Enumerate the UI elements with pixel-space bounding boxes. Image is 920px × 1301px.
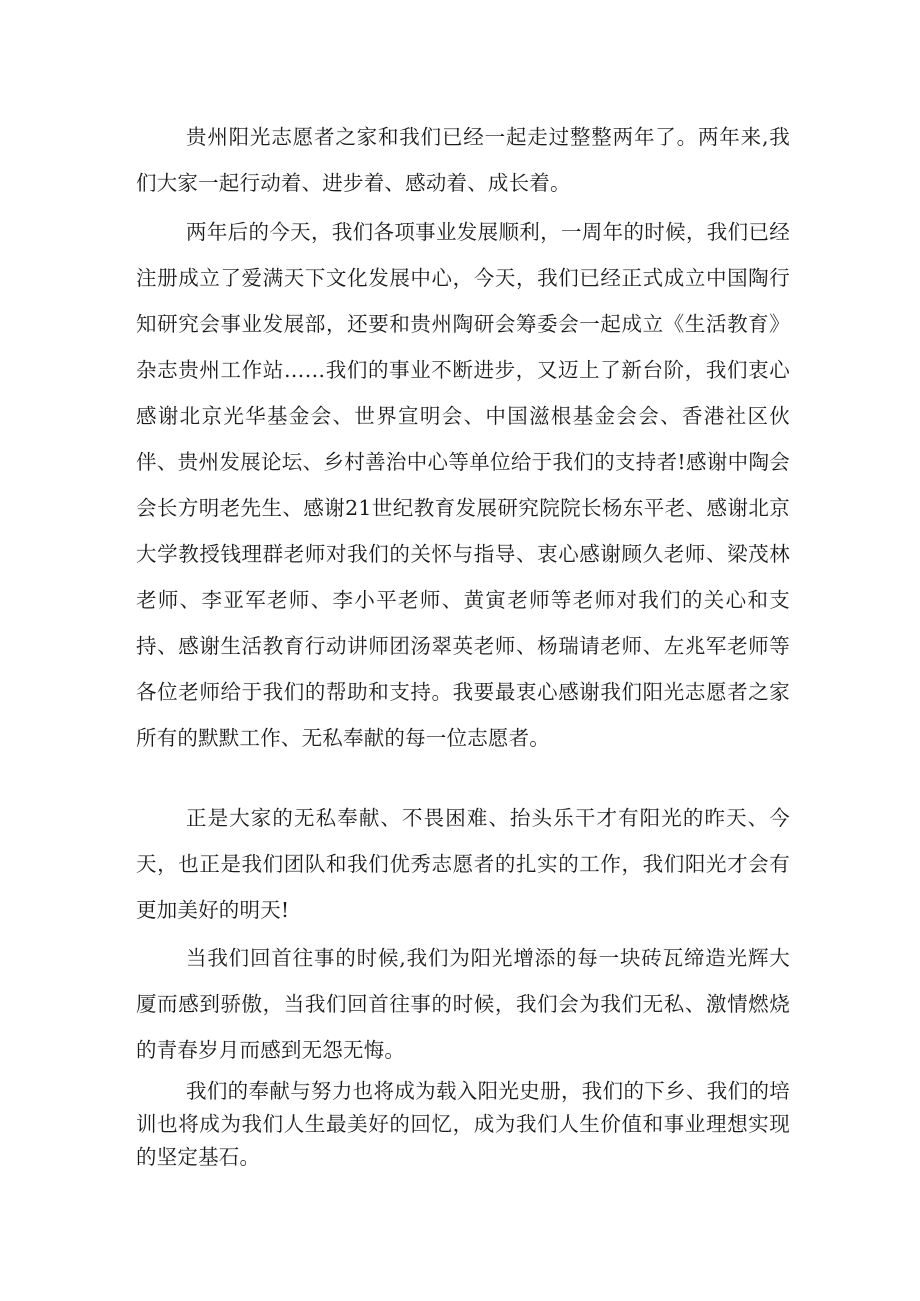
paragraph-5: 我们的奉献与努力也将成为载入阳光史册，我们的下乡、我们的培训也将成为我们人生最美好的回忆，成为我们人生价值和事业理想实现的坚定基石。 [136,1079,790,1169]
paragraph-2: 两年后的今天，我们各项事业发展顺利，一周年的时候，我们已经注册成立了爱满天下文化发展中心，今天，我们已经正式成立中国陶行知研究会事业发展部，还要和贵州陶研会筹委会一起成立《生活教育》杂志贵州工作站……我们的事业不断进步，又迈上了新台阶，我们衷心感谢北京光华基金会、世界宣明会、中国滋根基金会会、香港社区伙伴、贵州发展论坛、乡村善治中心等单位给于我们的支持者!感谢中陶会会长方明老先生、感谢21世纪教育发展研究院院长杨东平老、感谢北京大学教授钱理群老师对我们的关怀与指导、衷心感谢顾久老师、梁茂林老师、李亚军老师、李小平老师、黄寅老师等老师对我们的关心和支持、感谢生活教育行动讲师团汤翠英老师、杨瑞请老师、左兆军老师等各位老师给于我们的帮助和支持。我要最衷心感谢我们阳光志愿者之家所有的默默工作、无私奉献的每一位志愿者。 [136,220,790,750]
paragraph-1: 贵州阳光志愿者之家和我们已经一起走过整整两年了。两年来,我们大家一起行动着、进步着、感动着、成长着。 [136,125,790,195]
paragraph-4: 当我们回首往事的时候,我们为阳光增添的每一块砖瓦缔造光辉大厦而感到骄傲，当我们回首往事的时候，我们会为我们无私、激情燃烧的青春岁月而感到无怨无悔。 [136,946,790,1062]
paragraph-3: 正是大家的无私奉献、不畏困难、抬头乐干才有阳光的昨天、今天，也正是我们团队和我们优秀志愿者的扎实的工作，我们阳光才会有更加美好的明天! [136,806,790,922]
